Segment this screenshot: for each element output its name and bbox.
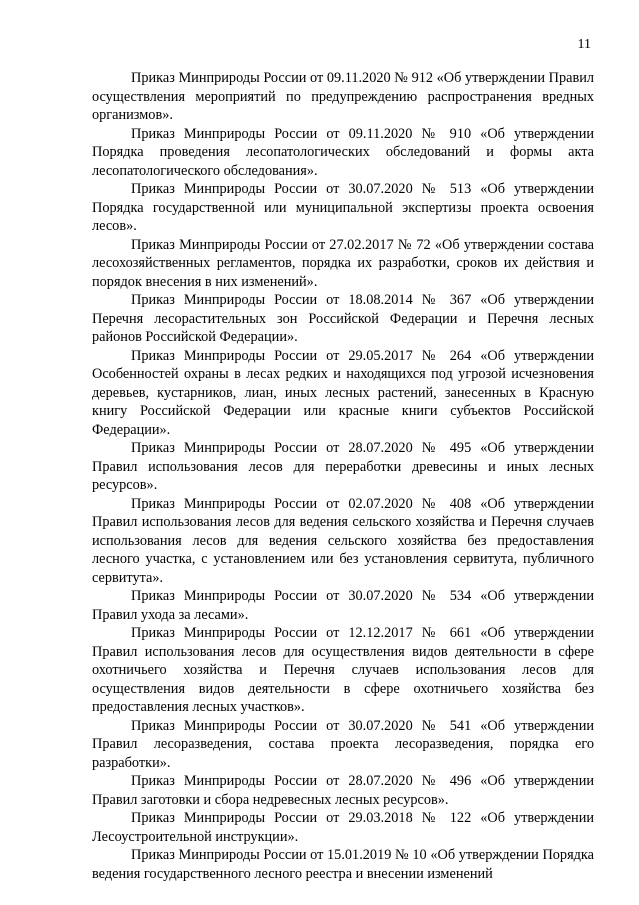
order-paragraph: Приказ Минприроды России от 15.01.2019 № 10 «Об утверждении Порядка ведения государственного лесного реестра и внесении изменений xyxy=(92,847,594,882)
order-paragraph: Приказ Минприроды России от 12.12.2017 № 661 «Об утверждении Правил использования лесов для осуществления видов деятельности в сфере охотничьего хозяйства и Перечня случаев использования лесов для осуществления видов деятельности в сфере охотничьего хозяйства без предоставления лесных участков». xyxy=(92,625,594,715)
order-paragraph: Приказ Минприроды России от 09.11.2020 № 910 «Об утверждении Порядка проведения лесопатологических обследований и формы акта лесопатологического обследования». xyxy=(92,125,594,179)
order-paragraph: Приказ Минприроды России от 30.07.2020 № 534 «Об утверждении Правил ухода за лесами». xyxy=(92,588,594,623)
order-paragraph: Приказ Минприроды России от 28.07.2020 № 495 «Об утверждении Правил использования лесов для переработки древесины и иных лесных ресурсов». xyxy=(92,440,594,493)
order-paragraph: Приказ Минприроды России от 09.11.2020 № 912 «Об утверждении Правил осуществления мероприятий по предупреждению распространения вредных организмов». xyxy=(92,70,594,123)
order-paragraph: Приказ Минприроды России от 02.07.2020 № 408 «Об утверждении Правил использования лесов для ведения сельского хозяйства и Перечня случаев использования лесов для ведения сельского хозяйства без предоставления лесного участка, с установлением или без установления сервитута, публичного сервитута». xyxy=(92,495,594,586)
order-paragraph: Приказ Минприроды России от 18.08.2014 № 367 «Об утверждении Перечня лесорастительных зон Российской Федерации и Перечня лесных районов Российской Федерации». xyxy=(92,292,594,345)
order-paragraph: Приказ Минприроды России от 29.05.2017 № 264 «Об утверждении Особенностей охраны в лесах редких и находящихся под угрозой исчезновения деревьев, кустарников, лиан, иных лесных растений, занесенных в Красную книгу Российской Федерации или красные книги субъектов Российской Федерации». xyxy=(92,347,594,438)
order-paragraph: Приказ Минприроды России от 28.07.2020 № 496 «Об утверждении Правил заготовки и сбора недревесных лесных ресурсов». xyxy=(92,773,594,808)
order-paragraph: Приказ Минприроды России от 29.03.2018 № 122 «Об утверждении Лесоустроительной инструкции». xyxy=(92,810,594,845)
order-paragraph: Приказ Минприроды России от 30.07.2020 № 541 «Об утверждении Правил лесоразведения, состава проекта лесоразведения, порядка его разработки». xyxy=(92,717,594,771)
order-paragraph: Приказ Минприроды России от 27.02.2017 № 72 «Об утверждении состава лесохозяйственных регламентов, порядка их разработки, сроков их действия и порядок внесения в них изменений». xyxy=(92,236,594,290)
order-paragraph: Приказ Минприроды России от 30.07.2020 № 513 «Об утверждении Порядка государственной или муниципальной экспертизы проекта освоения лесов». xyxy=(92,181,594,234)
page-number: 11 xyxy=(577,37,591,52)
document-body xyxy=(92,69,594,883)
